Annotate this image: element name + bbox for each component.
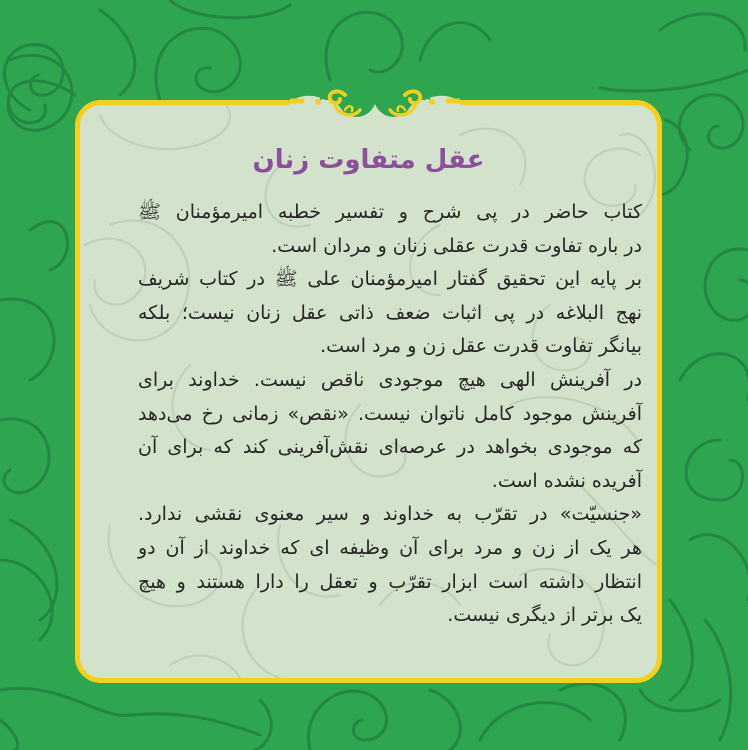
paragraph-1-line-2: در باره تفاوت قدرت عقلی زنان و مردان است.: [271, 234, 642, 257]
paragraph-4-line-1: «جنسیّت» در تقرّب به خداوند و سیر معنوی نقشی ندارد.: [138, 503, 642, 526]
paragraph-2-line-2: نهج البلاغه در پی اثبات ضعف ذاتی عقل زنان نیست؛ بلکه: [138, 301, 642, 324]
paragraph-4-line-2: هر یک از زن و مرد برای آن وظیفه ای که خداوند از آن دو: [138, 536, 642, 559]
paragraph-4-line-3: انتظار داشته است ابزار تقرّب و تعقل را دارا هستند و هیچ: [138, 570, 642, 593]
paragraph-3-line-3: که موجودی بخواهد در عرصه‌ای نقش‌آفرینی کند که برای آن: [138, 436, 642, 459]
scroll-ornament-icon: [290, 82, 460, 122]
paragraph-3-line-2: آفرینش موجود کامل ناتوان نیست. «نقص» زمانی رخ می‌دهد: [138, 402, 642, 425]
paragraph-2-line-3: بیانگر تفاوت قدرت عقل زن و مرد است.: [320, 335, 642, 358]
paragraph-4-line-4: یک برتر از دیگری نیست.: [447, 604, 642, 627]
paragraph-1-line-1: کتاب حاضر در پی شرح و تفسیر خطبه امیرمؤمنان ﷺ: [138, 201, 642, 223]
paragraph-2-line-1: بر پایه این تحقیق گفتار امیرمؤمنان علی ﷺ در کتاب شریف: [138, 268, 642, 291]
book-title: عقل متفاوت زنان: [252, 145, 485, 175]
blurb-text: [138, 196, 642, 633]
paragraph-3-line-4: آفریده نشده است.: [491, 469, 642, 492]
paragraph-3-line-1: در آفرینش الهی هیچ موجودی ناقص نیست. خداوند برای: [138, 368, 642, 391]
